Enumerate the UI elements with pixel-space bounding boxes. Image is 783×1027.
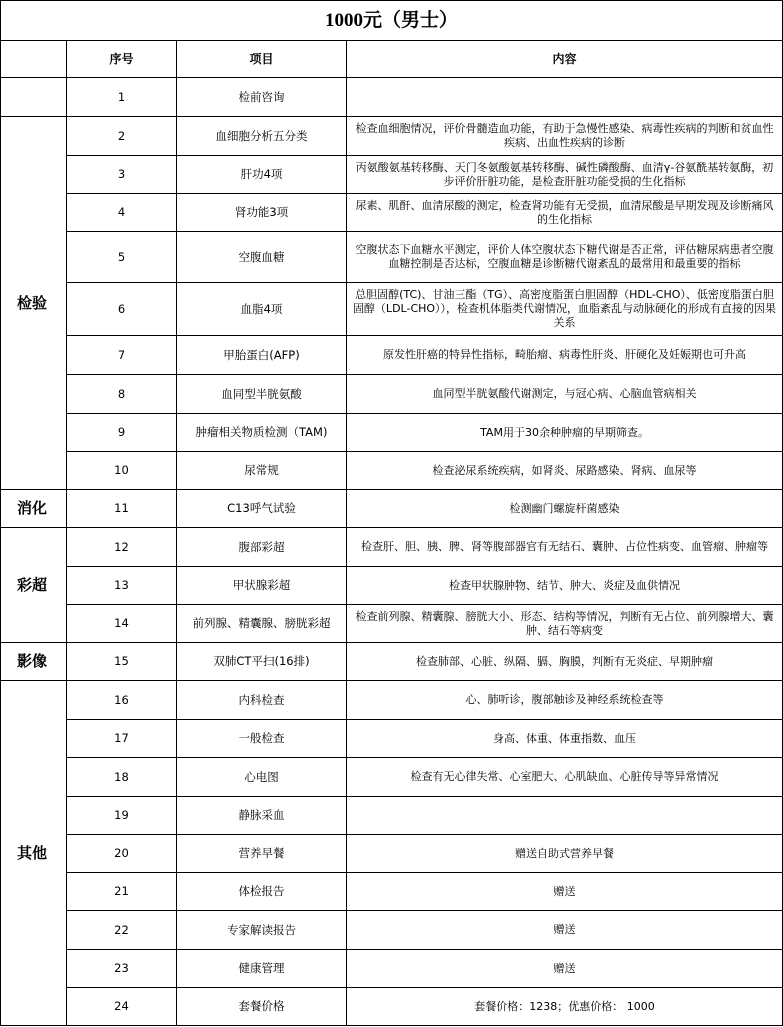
table-row — [1, 78, 783, 117]
item-cell: 甲胎蛋白(AFP) — [177, 336, 347, 375]
content-cell: 检查前列腺、精囊腺、膀胱大小、形态、结构等情况，判断有无占位、前列腺增大、囊肿、结石等病变 — [347, 605, 783, 643]
seq-cell: 10 — [67, 452, 177, 490]
item-cell: 内科检查 — [177, 681, 347, 720]
table-row — [1, 232, 783, 283]
seq-cell: 5 — [67, 232, 177, 283]
item-cell: 肾功能3项 — [177, 194, 347, 232]
table-title: 1000元（男士） — [1, 1, 783, 41]
content-cell: 检查泌尿系统疾病，如肾炎、尿路感染、肾病、血尿等 — [347, 452, 783, 490]
header-item: 项目 — [177, 41, 347, 78]
item-cell: 静脉采血 — [177, 797, 347, 835]
seq-cell: 18 — [67, 758, 177, 797]
category-cell: 检验 — [1, 117, 67, 490]
seq-cell: 11 — [67, 490, 177, 528]
content-cell: 检查肝、胆、胰、脾、肾等腹部器官有无结石、囊肿、占位性病变、血管瘤、肿瘤等 — [347, 528, 783, 567]
content-cell: 总胆固醇(TC)、甘油三酯（TG）、高密度脂蛋白胆固醇（HDL-CHO）、低密度脂蛋白胆固醇（LDL-CHO）），检查机体脂类代谢情况，血脂紊乱与动脉硬化的形成有直接的因果关系 — [347, 283, 783, 336]
table-row — [1, 283, 783, 336]
table-row — [1, 194, 783, 232]
table-row — [1, 911, 783, 950]
content-cell: 尿素、肌酐、血清尿酸的测定，检查肾功能有无受损，血清尿酸是早期发现及诊断痛风的生化指标 — [347, 194, 783, 232]
content-cell — [347, 797, 783, 835]
table-row — [1, 720, 783, 758]
table-row — [1, 988, 783, 1026]
seq-cell: 6 — [67, 283, 177, 336]
table-row — [1, 643, 783, 681]
item-cell: 专家解读报告 — [177, 911, 347, 950]
item-cell: 健康管理 — [177, 950, 347, 988]
seq-cell: 14 — [67, 605, 177, 643]
seq-cell: 7 — [67, 336, 177, 375]
table-row — [1, 336, 783, 375]
table-row — [1, 835, 783, 873]
seq-cell: 12 — [67, 528, 177, 567]
table-row — [1, 528, 783, 567]
header-content: 内容 — [347, 41, 783, 78]
category-cell: 其他 — [1, 681, 67, 1026]
seq-cell: 1 — [67, 78, 177, 117]
item-cell: 甲状腺彩超 — [177, 567, 347, 605]
content-cell: 检测幽门螺旋杆菌感染 — [347, 490, 783, 528]
title-row — [1, 1, 783, 41]
category-cell: 影像 — [1, 643, 67, 681]
seq-cell: 17 — [67, 720, 177, 758]
table-row — [1, 605, 783, 643]
item-cell: 血同型半胱氨酸 — [177, 375, 347, 414]
category-cell: 消化 — [1, 490, 67, 528]
category-cell — [1, 78, 67, 117]
seq-cell: 8 — [67, 375, 177, 414]
item-cell: 尿常规 — [177, 452, 347, 490]
table-row — [1, 681, 783, 720]
seq-cell: 2 — [67, 117, 177, 156]
table-row — [1, 873, 783, 911]
item-cell: 肿瘤相关物质检测（TAM) — [177, 414, 347, 452]
table-row — [1, 414, 783, 452]
seq-cell: 13 — [67, 567, 177, 605]
content-cell — [347, 78, 783, 117]
seq-cell: 4 — [67, 194, 177, 232]
header-category — [1, 41, 67, 78]
content-cell: 赠送自助式营养早餐 — [347, 835, 783, 873]
item-cell: 检前咨询 — [177, 78, 347, 117]
table-row — [1, 490, 783, 528]
seq-cell: 22 — [67, 911, 177, 950]
content-cell: 原发性肝癌的特异性指标，畸胎瘤、病毒性肝炎、肝硬化及妊娠期也可升高 — [347, 336, 783, 375]
item-cell: 营养早餐 — [177, 835, 347, 873]
table-row — [1, 797, 783, 835]
seq-cell: 19 — [67, 797, 177, 835]
content-cell: 检查甲状腺肿物、结节、肿大、炎症及血供情况 — [347, 567, 783, 605]
table-row — [1, 117, 783, 156]
seq-cell: 23 — [67, 950, 177, 988]
content-cell: 检查血细胞情况，评价骨髓造血功能，有助于急慢性感染、病毒性疾病的判断和贫血性疾病、出血性疾病的诊断 — [347, 117, 783, 156]
content-cell: 赠送 — [347, 950, 783, 988]
seq-cell: 20 — [67, 835, 177, 873]
seq-cell: 21 — [67, 873, 177, 911]
item-cell: 一般检查 — [177, 720, 347, 758]
content-cell: 身高、体重、体重指数、血压 — [347, 720, 783, 758]
table-row — [1, 950, 783, 988]
content-cell: 心、肺听诊，腹部触诊及神经系统检查等 — [347, 681, 783, 720]
table-row — [1, 758, 783, 797]
content-cell: 检查肺部、心脏、纵隔、膈、胸膜，判断有无炎症、早期肿瘤 — [347, 643, 783, 681]
table-row — [1, 375, 783, 414]
item-cell: 前列腺、精囊腺、膀胱彩超 — [177, 605, 347, 643]
item-cell: 血细胞分析五分类 — [177, 117, 347, 156]
item-cell: 空腹血糖 — [177, 232, 347, 283]
item-cell: 血脂4项 — [177, 283, 347, 336]
seq-cell: 24 — [67, 988, 177, 1026]
table-row — [1, 567, 783, 605]
seq-cell: 15 — [67, 643, 177, 681]
header-seq: 序号 — [67, 41, 177, 78]
content-cell: 赠送 — [347, 873, 783, 911]
item-cell: 体检报告 — [177, 873, 347, 911]
item-cell: C13呼气试验 — [177, 490, 347, 528]
content-cell: TAM用于30余种肿瘤的早期筛查。 — [347, 414, 783, 452]
table-row — [1, 156, 783, 194]
item-cell: 套餐价格 — [177, 988, 347, 1026]
table-row — [1, 452, 783, 490]
content-cell: 检查有无心律失常、心室肥大、心肌缺血、心脏传导等异常情况 — [347, 758, 783, 797]
content-cell: 空腹状态下血糖水平测定，评价人体空腹状态下糖代谢是否正常，评估糖尿病患者空腹血糖控制是否达标，空腹血糖是诊断糖代谢紊乱的最常用和最重要的指标 — [347, 232, 783, 283]
item-cell: 心电图 — [177, 758, 347, 797]
seq-cell: 3 — [67, 156, 177, 194]
seq-cell: 16 — [67, 681, 177, 720]
item-cell: 双肺CT平扫(16排) — [177, 643, 347, 681]
content-cell: 血同型半胱氨酸代谢测定，与冠心病、心脑血管病相关 — [347, 375, 783, 414]
header-row — [1, 41, 783, 78]
seq-cell: 9 — [67, 414, 177, 452]
content-cell: 赠送 — [347, 911, 783, 950]
category-cell: 彩超 — [1, 528, 67, 643]
content-cell: 丙氨酸氨基转移酶、天门冬氨酸氨基转移酶、碱性磷酸酶、血清γ-谷氨酰基转氨酶，初步评价肝脏功能，是检查肝脏功能受损的生化指标 — [347, 156, 783, 194]
item-cell: 腹部彩超 — [177, 528, 347, 567]
item-cell: 肝功4项 — [177, 156, 347, 194]
content-cell: 套餐价格：1238；优惠价格： 1000 — [347, 988, 783, 1026]
